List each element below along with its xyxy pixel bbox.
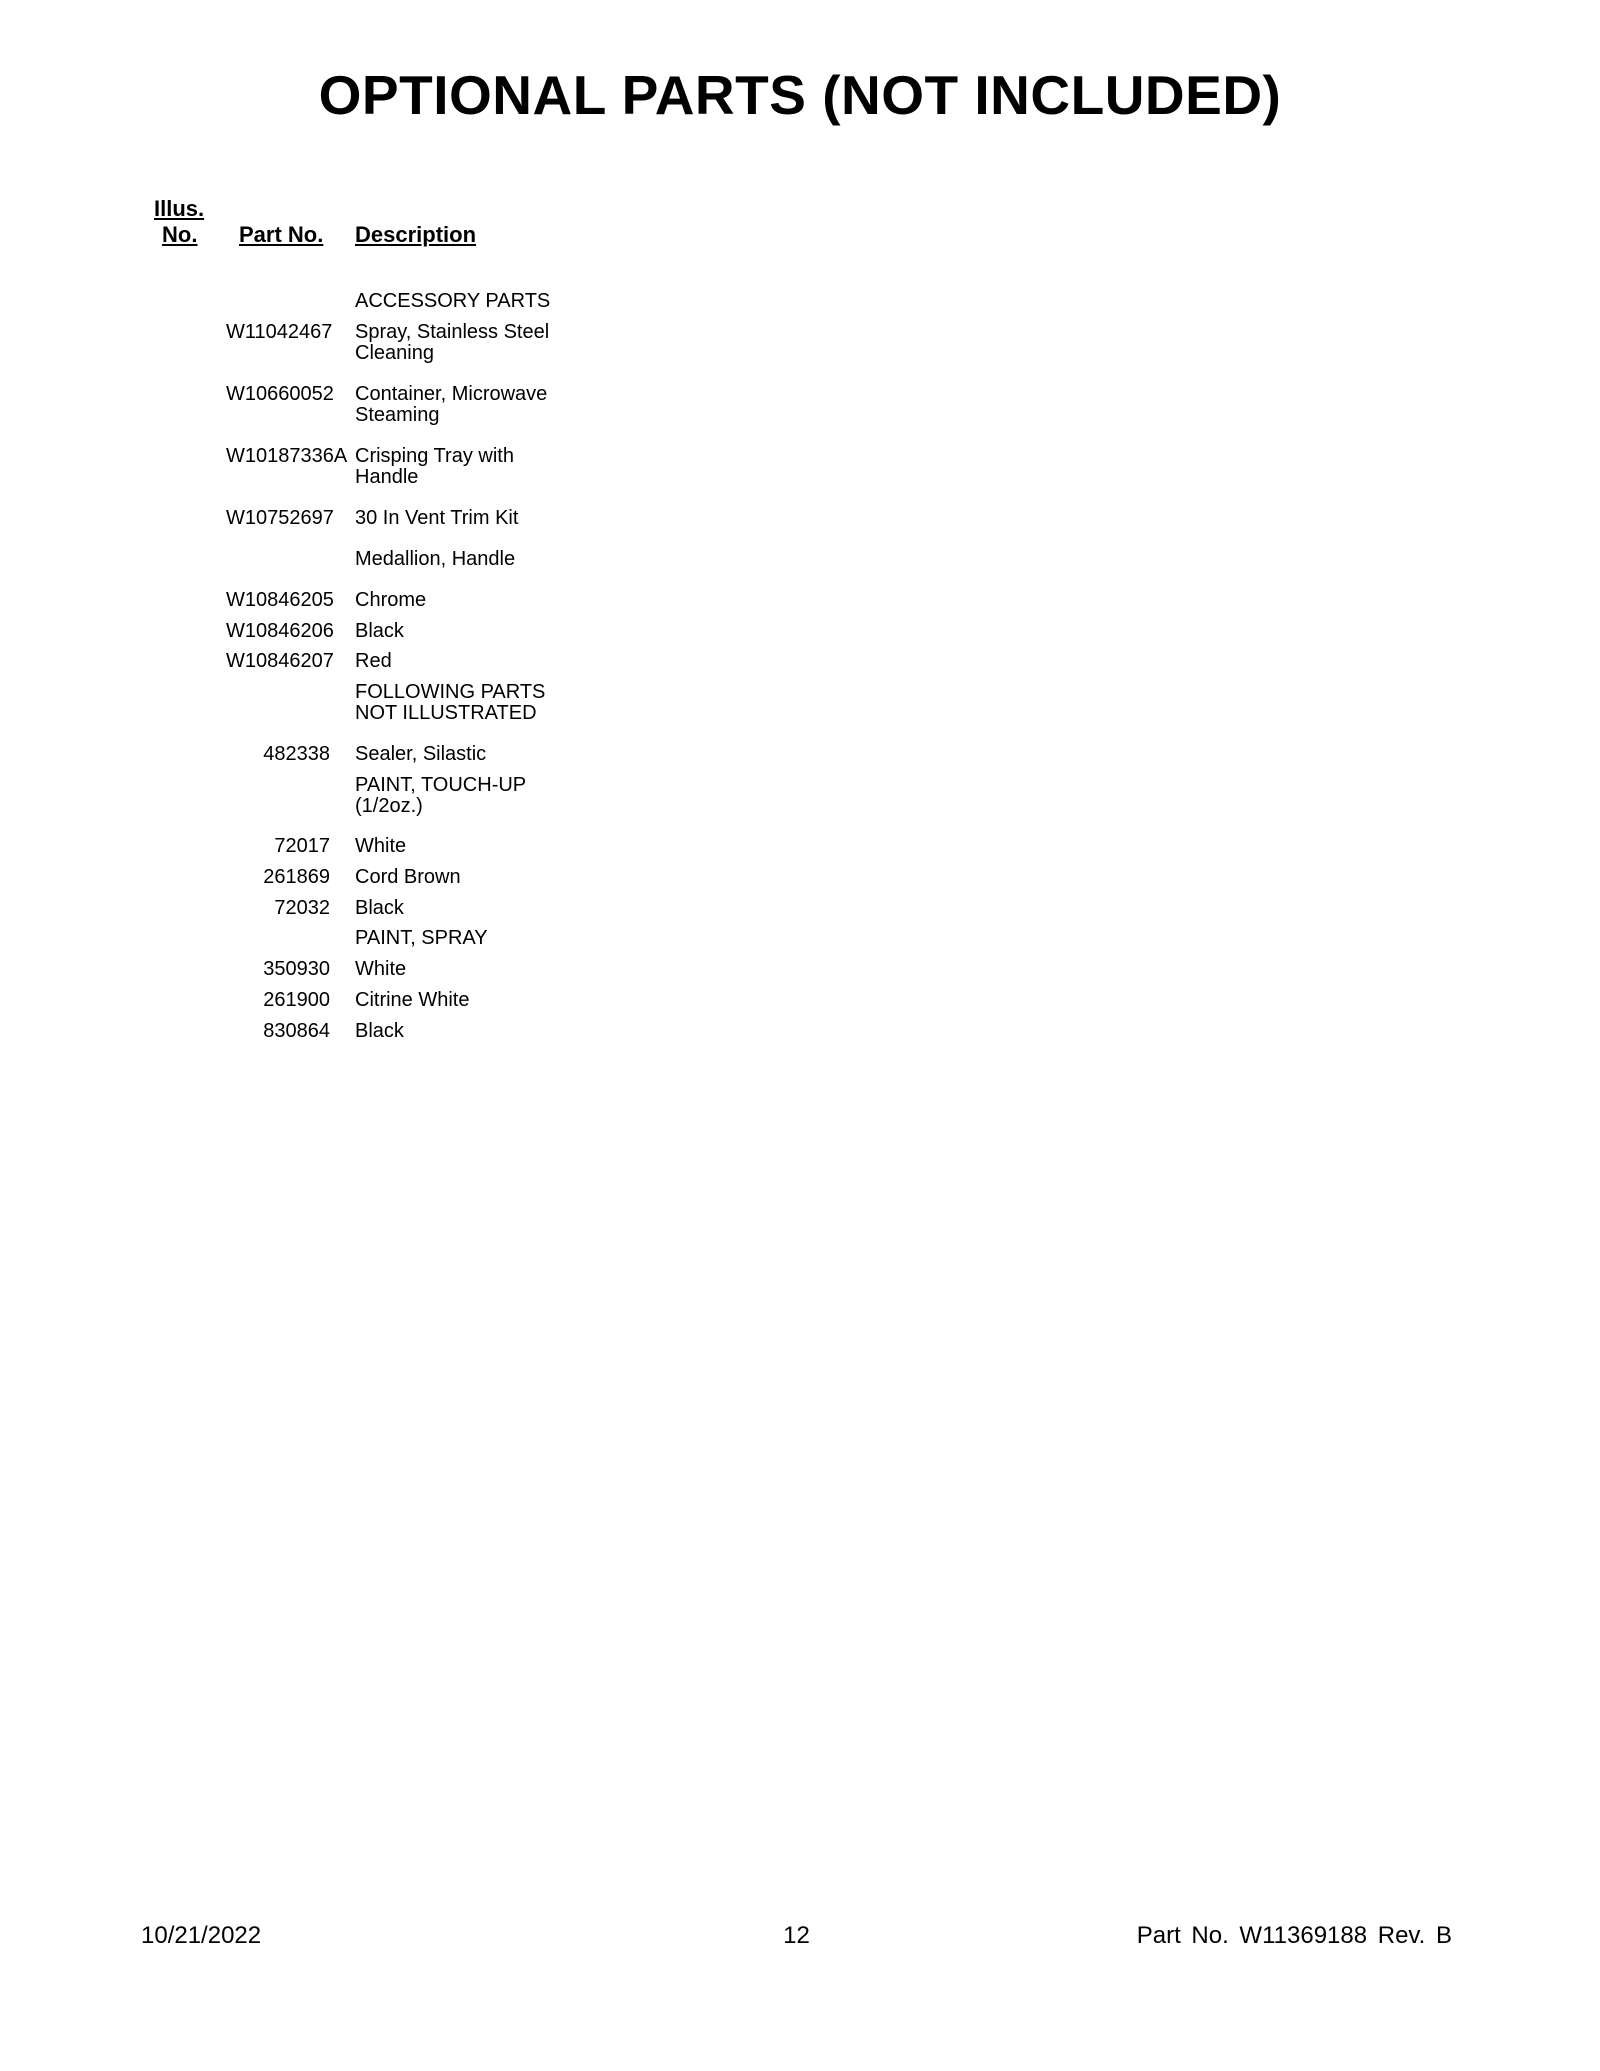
part-description: Black xyxy=(355,620,404,642)
part-description: Cord Brown xyxy=(355,866,461,888)
part-number: 261869 xyxy=(263,866,330,888)
part-description: White xyxy=(355,958,407,980)
part-description: FOLLOWING PARTS NOT ILLUSTRATED xyxy=(355,681,546,724)
part-number: 830864 xyxy=(263,1020,330,1042)
part-number: 261900 xyxy=(263,989,330,1011)
header-description: Description xyxy=(355,222,477,247)
part-number: W10846206 xyxy=(226,620,334,642)
part-number: 72017 xyxy=(274,835,330,857)
part-number: W10846205 xyxy=(226,589,334,611)
part-description: Chrome xyxy=(355,589,427,611)
header-illus-no-line2: No. xyxy=(162,222,198,247)
header-part-no: Part No. xyxy=(239,222,324,247)
part-description: Black xyxy=(355,897,404,919)
part-description: Red xyxy=(355,650,392,672)
part-description: Sealer, Silastic xyxy=(355,743,487,765)
part-number: 482338 xyxy=(263,743,330,765)
part-number: W10846207 xyxy=(226,650,334,672)
part-description: Crisping Tray with Handle xyxy=(355,445,514,488)
page-number: 12 xyxy=(783,1922,810,1949)
part-description: ACCESSORY PARTS xyxy=(355,290,551,312)
part-number: W10187336A xyxy=(226,445,348,467)
footer-part-number: Part No. W11369188 Rev. B xyxy=(1136,1922,1452,1949)
header-illus-no-line1: Illus. xyxy=(154,196,205,221)
part-description: PAINT, TOUCH-UP (1/2oz.) xyxy=(355,774,526,817)
footer-date: 10/21/2022 xyxy=(141,1922,262,1949)
part-number: W11042467 xyxy=(226,321,333,343)
part-description: Citrine White xyxy=(355,989,470,1011)
part-description: PAINT, SPRAY xyxy=(355,927,488,949)
part-description: White xyxy=(355,835,407,857)
part-description: Black xyxy=(355,1020,404,1042)
part-description: 30 In Vent Trim Kit xyxy=(355,507,519,529)
part-description: Spray, Stainless Steel Cleaning xyxy=(355,321,550,364)
part-number: 72032 xyxy=(274,897,330,919)
part-number: W10660052 xyxy=(226,383,334,405)
page-title: OPTIONAL PARTS (NOT INCLUDED) xyxy=(318,64,1282,126)
part-description: Medallion, Handle xyxy=(355,548,516,570)
part-number: 350930 xyxy=(263,958,330,980)
part-number: W10752697 xyxy=(226,507,334,529)
part-description: Container, Microwave Steaming xyxy=(355,383,548,426)
